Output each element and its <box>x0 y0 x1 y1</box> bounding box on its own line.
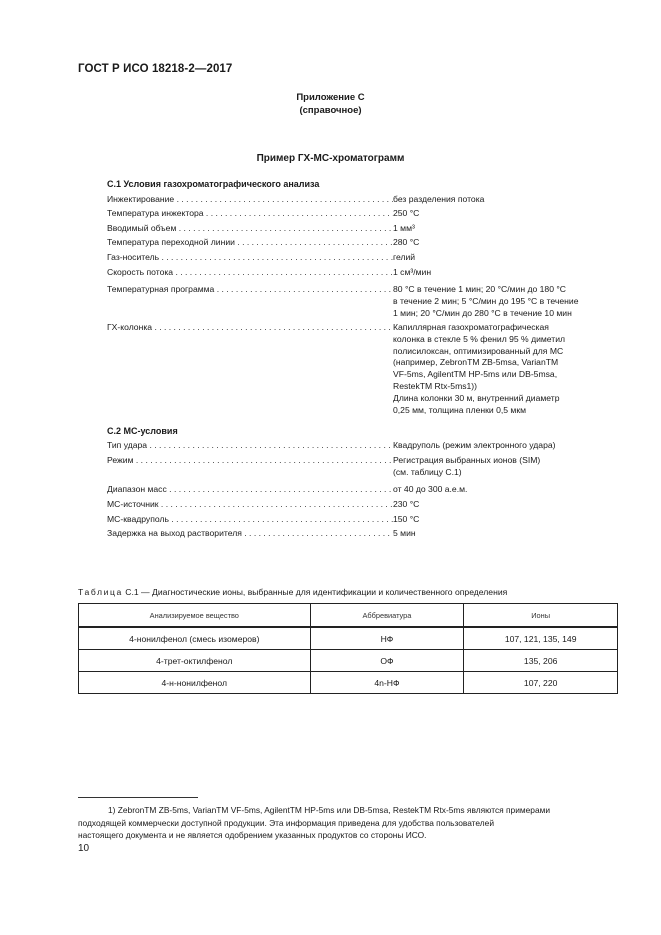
condition-value-line: Квадруполь (режим электронного удара) <box>393 440 556 450</box>
condition-value-line: в течение 2 мин; 5 °С/мин до 195 °С в течение <box>393 295 579 306</box>
cell-substance: 4-трет-октилфенол <box>79 650 311 672</box>
condition-value-line: 5 мин <box>393 528 416 538</box>
condition-value-line: от 40 до 300 а.е.м. <box>393 484 468 494</box>
condition-value-line: 0,25 мм, толщина пленки 0,5 мкм <box>393 404 526 415</box>
condition-value <box>393 484 612 496</box>
col-header-abbreviation: Аббревиатура <box>310 604 464 628</box>
condition-value-line: полисилоксан, оптимизированный для МС <box>393 345 564 356</box>
condition-value <box>393 252 612 264</box>
condition-value <box>393 514 612 526</box>
table-caption-prefix: Таблица <box>78 587 123 597</box>
condition-value <box>393 237 612 249</box>
condition-value <box>393 208 612 220</box>
condition-value-line: 230 °С <box>393 499 420 509</box>
condition-label: МС-источник . . . <box>107 499 393 511</box>
condition-label: Температурная программа . . . <box>107 284 393 296</box>
condition-value <box>393 267 612 279</box>
cell-abbreviation: ОФ <box>310 650 464 672</box>
condition-value-line: 250 °С <box>393 208 420 218</box>
cell-abbreviation: 4n-НФ <box>310 672 464 694</box>
condition-value <box>393 194 612 206</box>
condition-label: Газ-носитель . . . <box>107 252 393 264</box>
condition-value-line: 150 °С <box>393 514 420 524</box>
condition-value <box>393 528 612 540</box>
condition-value-line: Капиллярная газохроматографическая <box>393 322 549 332</box>
condition-label: Температура переходной линии . . . <box>107 237 393 249</box>
footnote-separator <box>78 797 198 798</box>
condition-label: Инжектирование . . . <box>107 194 393 206</box>
condition-label: Диапазон масс . . . <box>107 484 393 496</box>
condition-value-line: гелий <box>393 252 416 262</box>
condition-value-line: 280 °С <box>393 237 420 247</box>
condition-label: Вводимый объем . . . <box>107 223 393 235</box>
diagnostic-ions-table <box>78 603 618 694</box>
condition-value-line: VF-5ms, AgilentTM HP-5ms или DB-5msa, <box>393 369 558 380</box>
condition-label: МС-квадруполь . . . <box>107 514 393 526</box>
footnote <box>78 804 618 842</box>
col-header-ions: Ионы <box>464 604 618 628</box>
footnote-line: настоящего документа и не является одобрением указанных продуктов со стороны ИСО. <box>78 830 427 840</box>
condition-label: Тип удара . . . <box>107 440 393 452</box>
condition-value-line: (например, ZebronTM ZB-5msa, VarianTM <box>393 357 559 368</box>
table-row <box>79 650 618 672</box>
condition-label: Режим . . . <box>107 455 393 467</box>
table-header-row <box>79 604 618 628</box>
section2-heading: С.2 МС-условия <box>107 426 178 436</box>
condition-value-line: 1 мин; 20 °С/мин до 280 °С в течение 10 мин <box>393 307 572 318</box>
condition-label: Задержка на выход растворителя . . . <box>107 528 393 540</box>
main-title: Пример ГХ-МС-хроматограмм <box>256 153 405 164</box>
section1-heading: С.1 Условия газохроматографического анализа <box>107 179 320 189</box>
condition-label: ГХ-колонка . . . <box>107 322 393 334</box>
condition-value <box>393 455 612 479</box>
annex-title: Приложение С <box>296 92 365 103</box>
condition-value <box>393 223 612 235</box>
condition-value-line: RestekTM Rtx-5ms1)) <box>393 380 478 391</box>
cell-substance: 4-нонилфенол (смесь изомеров) <box>79 627 311 650</box>
table-caption <box>78 587 507 597</box>
footnote-line: 1) ZebronTM ZB-5ms, VarianTM VF-5ms, AgilentTM HP-5ms или DB-5msa, RestekTM Rtx-5ms являются примерами <box>108 805 551 815</box>
cell-ions: 107, 220 <box>464 672 618 694</box>
table-row <box>79 672 618 694</box>
col-header-substance: Анализируемое вещество <box>79 604 311 628</box>
condition-value-line: 80 °С в течение 1 мин; 20 °С/мин до 180 °С <box>393 284 566 294</box>
table-caption-text: С.1 — Диагностические ионы, выбранные для идентификации и количественного определения <box>125 587 508 597</box>
cell-ions: 107, 121, 135, 149 <box>464 627 618 650</box>
condition-value-line: 1 мм³ <box>393 223 415 233</box>
cell-substance: 4-н-нонилфенол <box>79 672 311 694</box>
annex-note: (справочное) <box>299 105 362 116</box>
condition-value-line: Регистрация выбранных ионов (SIM) <box>393 455 541 465</box>
cell-ions: 135, 206 <box>464 650 618 672</box>
condition-value-line: 1 см³/мин <box>393 267 432 277</box>
footnote-line: подходящей коммерчески доступной продукции. Эта информация приведена для удобства пользователей <box>78 817 495 828</box>
cell-abbreviation: НФ <box>310 627 464 650</box>
condition-value <box>393 499 612 511</box>
condition-label: Температура инжектора . . . <box>107 208 393 220</box>
condition-value <box>393 284 612 319</box>
condition-value <box>393 440 612 452</box>
document-header: ГОСТ Р ИСО 18218-2—2017 <box>78 63 233 75</box>
condition-value <box>393 322 612 416</box>
condition-value-line: без разделения потока <box>393 194 485 204</box>
annex-heading <box>0 91 661 117</box>
condition-label: Скорость потока . . . <box>107 267 393 279</box>
page-number: 10 <box>78 843 90 854</box>
table-row <box>79 627 618 650</box>
condition-value-line: (см. таблицу С.1) <box>393 466 462 477</box>
condition-value-line: колонка в стекле 5 % фенил 95 % диметил <box>393 333 566 344</box>
condition-value-line: Длина колонки 30 м, внутренний диаметр <box>393 392 560 403</box>
